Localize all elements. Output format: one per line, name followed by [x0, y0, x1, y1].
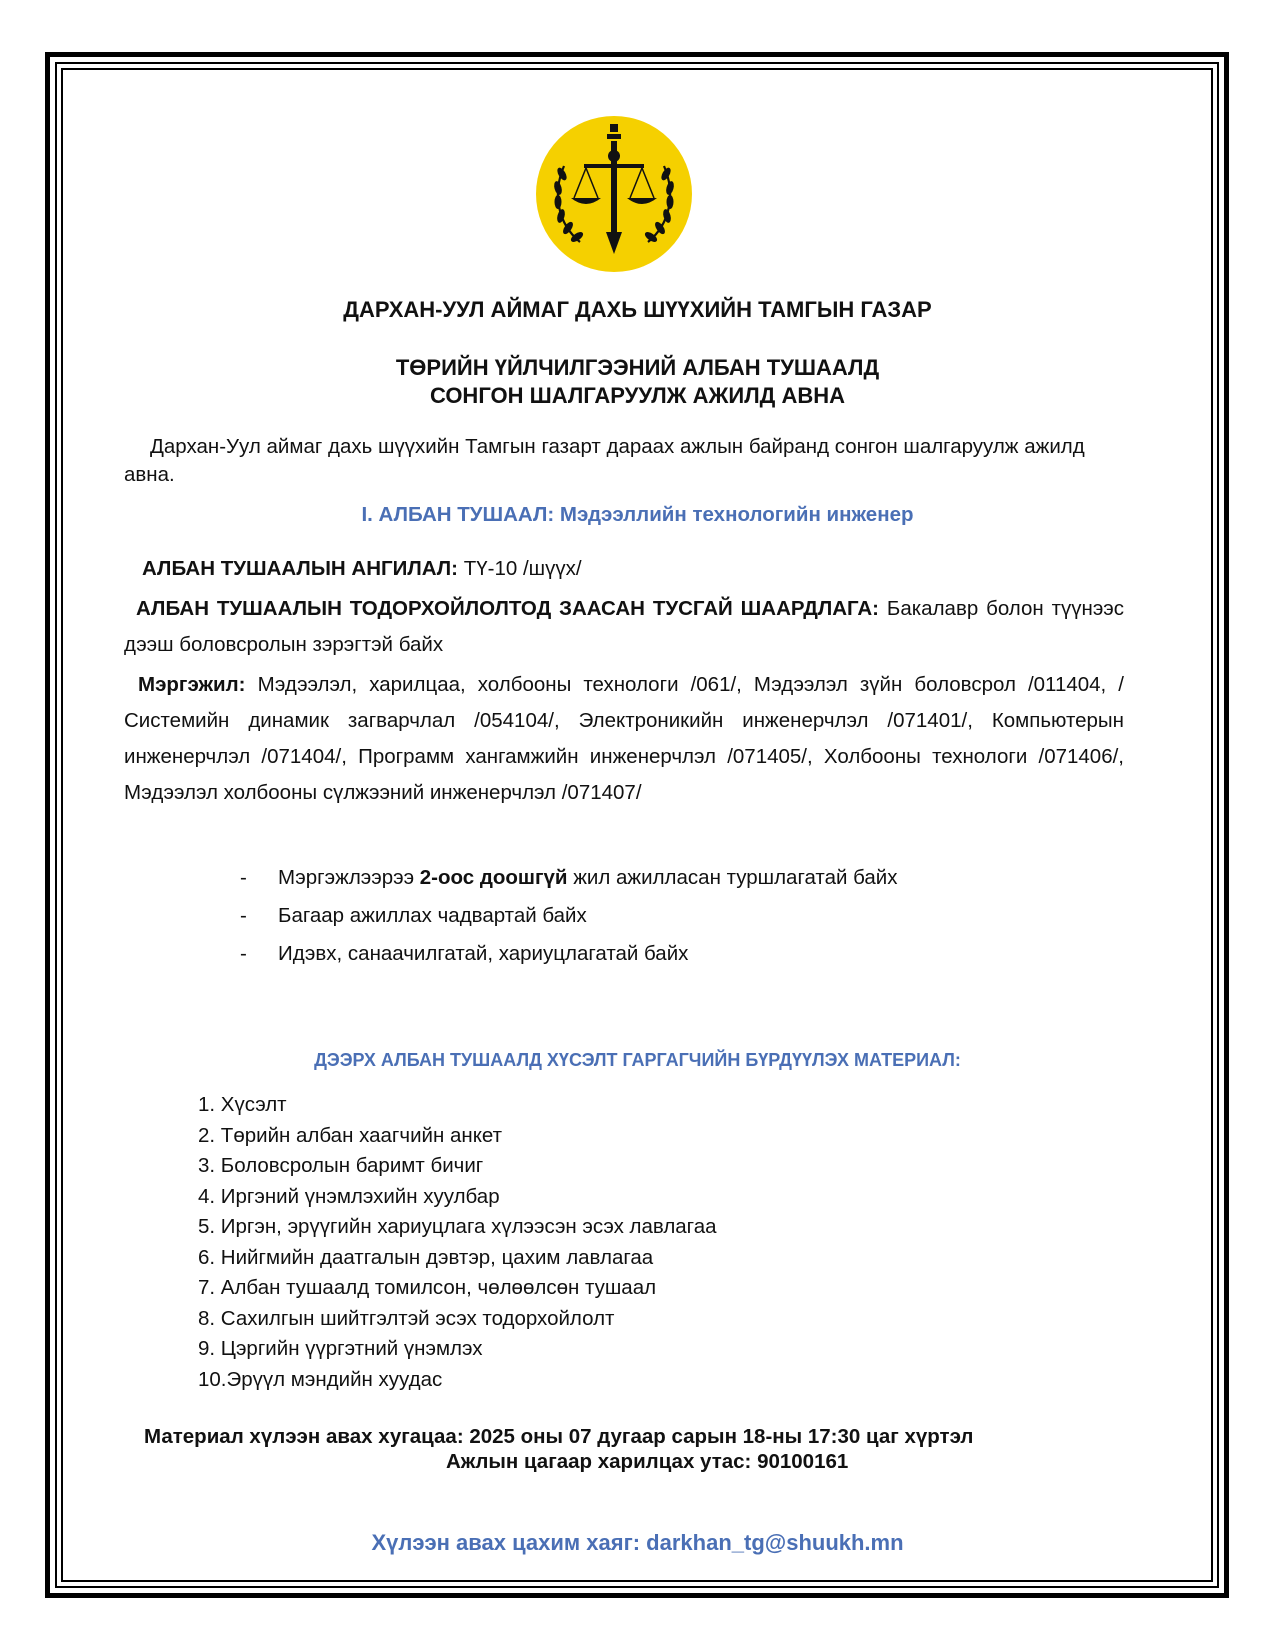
requirement-paragraph [124, 591, 1124, 663]
bullet-dash: - [240, 904, 247, 927]
list-item: 10.Эрүүл мэндийн хуудас [198, 1367, 443, 1391]
list-item: 4. Иргэний үнэмлэхийн хуулбар [198, 1184, 500, 1208]
list-item: 8. Сахилгын шийтгэлтэй эсэх тодорхойлолт [198, 1306, 615, 1330]
email-text: Хүлээн авах цахим хаяг: darkhan_tg@shuukh.mn [371, 1530, 904, 1555]
bullet-bold-text: 2-оос доошгүй [419, 866, 568, 889]
classification-label: АЛБАН ТУШААЛЫН АНГИЛАЛ: [142, 557, 458, 580]
materials-heading: ДЭЭРХ АЛБАН ТУШААЛД ХҮСЭЛТ ГАРГАГЧИЙН БҮРДҮҮЛЭХ МАТЕРИАЛ: [314, 1050, 961, 1070]
profession-paragraph [124, 667, 1124, 811]
bullet-dash: - [240, 942, 247, 965]
bullet-text: Идэвх, санаачилгатай, хариуцлагатай байх [278, 942, 689, 965]
list-item: 3. Боловсролын баримт бичиг [198, 1154, 484, 1177]
classification-value: ТҮ-10 /шүүх/ [458, 557, 582, 580]
requirement-label: АЛБАН ТУШААЛЫН ТОДОРХОЙЛОЛТОД ЗААСАН ТУСГАЙ ШААРДЛАГА: [136, 597, 880, 620]
list-item: 5. Иргэн, эрүүгийн хариуцлага хүлээсэн эсэх лавлагаа [198, 1215, 717, 1238]
list-item: 1. Хүсэлт [198, 1093, 287, 1116]
bullet-text: жил ажилласан туршлагатай байх [567, 866, 898, 889]
intro-paragraph: Дархан-Уул аймаг дахь шүүхийн Тамгын газарт дараах ажлын байранд сонгон шалгаруулж ажилд авна. [124, 435, 1085, 486]
bullet-dash: - [240, 866, 247, 889]
deadline-text: Материал хүлээн авах хугацаа: 2025 оны 07 дугаар сарын 18-ны 17:30 цаг хүртэл [144, 1425, 974, 1448]
requirement-value: Бакалавр болон түүнээс дээш боловсролын зэрэгтэй байх [124, 597, 1124, 656]
classification-line [124, 551, 1124, 587]
position-title: I. АЛБАН ТУШААЛ: Мэдээллийн технологийн инженер [361, 503, 914, 526]
profession-value: Мэдээлэл, харилцаа, холбооны технологи /061/, Мэдээлэл зүйн боловсрол /011404, /Системийн динамик загварчлал /054104/, Электроникийн инженерчлэл /071401/, Компьютерын инженерчлэл /071404/, Программ хангамжийн инженерчлэл /071405/, Холбооны технологи /071406/, Мэдээлэл холбооны сүлжээний инженерчлэл /071407/ [124, 673, 1124, 804]
materials-list [198, 1093, 717, 1398]
list-item: 9. Цэргийн үүргэтний үнэмлэх [198, 1337, 483, 1360]
organization-heading: ДАРХАН-УУЛ АЙМАГ ДАХЬ ШҮҮХИЙН ТАМГЫН ГАЗАР [343, 297, 932, 322]
announcement-title-line1: ТӨРИЙН ҮЙЛЧИЛГЭЭНИЙ АЛБАН ТУШААЛД [395, 355, 880, 380]
list-item: 7. Албан тушаалд томилсон, чөлөөлсөн тушаал [198, 1276, 657, 1299]
announcement-title-line2: СОНГОН ШАЛГАРУУЛЖ АЖИЛД АВНА [429, 383, 845, 408]
court-emblem-icon [534, 114, 694, 274]
bullet-text: Багаар ажиллах чадвартай байх [278, 904, 587, 927]
list-item: 2. Төрийн албан хаагчийн анкет [198, 1123, 503, 1147]
bullet-text: Мэргэжлээрээ [278, 866, 420, 889]
phone-text: Ажлын цагаар харилцах утас: 90100161 [446, 1450, 849, 1473]
profession-label: Мэргэжил: [138, 673, 246, 696]
list-item: 6. Нийгмийн даатгалын дэвтэр, цахим лавлагаа [198, 1245, 654, 1269]
